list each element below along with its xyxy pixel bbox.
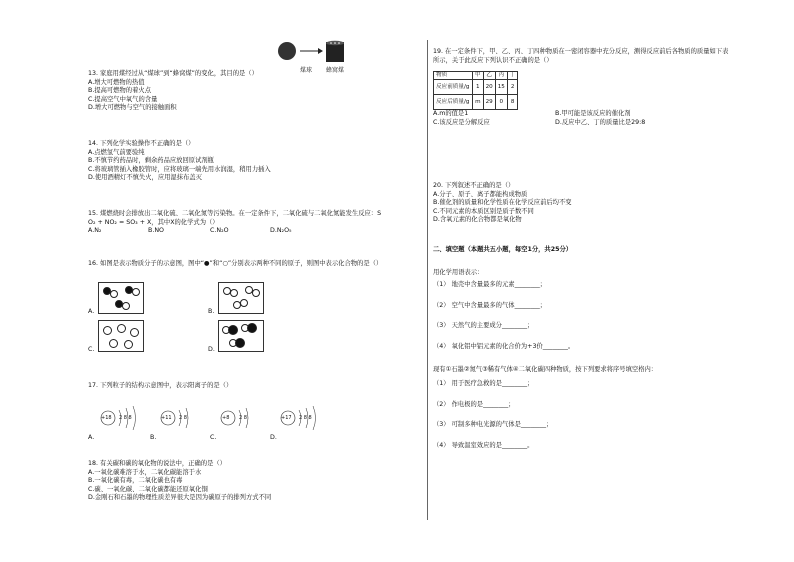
table-cell: 20: [483, 80, 495, 95]
option: D.N₂O₅: [270, 227, 292, 235]
option: C.不同元素的本质区别是质子数不同: [433, 207, 534, 215]
atom-diagram-b: [158, 404, 208, 436]
question-17: [88, 382, 418, 452]
question-stem: 19. 在一定条件下，甲、乙、丙、丁四种物质在一密闭容器中充分反应，测得反应前后各物质的质量如下表: [433, 48, 729, 55]
question-stem: 15. 煤燃烧时会排放出二氧化硫、二氧化氮等污染物。在一定条件下，二氧化硫与二氧化氮能发生反应：S: [88, 210, 382, 217]
blank-item: （3） 可制多种电光源的气体是________；: [433, 421, 553, 429]
question-stem: 18. 有关碳和碳的氧化物的说法中，正确的是（）: [88, 460, 226, 467]
option: B.甲可能是该反应的催化剂: [555, 110, 631, 118]
option: C.将玻璃管插入橡胶管时，应将玻璃一端先用水润湿，稍用力插入: [88, 165, 271, 173]
section-intro: 用化学用语表示：: [433, 268, 484, 276]
table-cell: 2: [507, 80, 518, 95]
blank-item: （2） 作电极的是________；: [433, 400, 515, 408]
option: C.碳、一氧化碳、二氧化碳都能还原氧化铜: [88, 485, 208, 493]
option-label: B.: [150, 434, 157, 441]
question-19: [433, 48, 728, 128]
briquette-label: 蜂窝煤: [326, 67, 345, 74]
blank-item: （1） 地壳中含量最多的元素________；: [433, 281, 547, 289]
question-20: [433, 182, 572, 225]
blank-item: （1） 用于医疗急救的是________；: [433, 380, 534, 388]
shell-electrons: 2 8: [239, 415, 247, 421]
option: B.催化剂的质量和化学性质在化学反应前后均不变: [433, 199, 572, 207]
mass-table: [433, 71, 518, 110]
question-stem: 13. 家庭用煤经过从“煤球”到“蜂窝煤”的变化，其目的是（）: [88, 70, 258, 77]
table-header: 物质: [434, 72, 473, 80]
option: A.增大可燃物的热值: [88, 78, 145, 86]
table-row: [434, 95, 518, 110]
shell-electrons: 2 8 8: [119, 415, 132, 421]
shell-electrons: 2 8: [179, 415, 187, 421]
option-label: C.: [88, 346, 95, 353]
question-16: [88, 260, 418, 360]
nucleus-charge: +17: [281, 415, 292, 421]
column-divider: [427, 40, 428, 520]
blank-item: （2） 空气中含量最多的气体________；: [433, 301, 547, 309]
table-row: [434, 80, 518, 95]
section-intro: 现有①石墨②氮气③稀有气体④二氧化碳四种物质，按下列要求将序号填空格内：: [433, 365, 658, 373]
option-label: D.: [270, 434, 277, 441]
question-stem: 20. 下列叙述不正确的是（）: [433, 182, 515, 189]
table-header: 丙: [495, 72, 507, 80]
nucleus-charge: +18: [101, 415, 112, 421]
nucleus-charge: +8: [222, 415, 230, 421]
table-header-row: [434, 72, 518, 80]
question-stem: 16. 如图是表示物质分子的示意图，图中“●”和“○”分别表示两种不同的原子，则图中表示化合物的是（）: [88, 260, 383, 267]
option: C.提高空气中氧气的含量: [88, 95, 158, 103]
atom-diagram-a: [98, 404, 148, 436]
table-cell: 0: [495, 95, 507, 110]
question-stem-cont: 所示，关于此反应下列认识不正确的是（）: [433, 56, 553, 64]
question-18: [88, 460, 271, 503]
option: B.NO: [148, 227, 164, 235]
question-15: [88, 210, 381, 236]
table-cell: 15: [495, 80, 507, 95]
option: C.N₂O: [210, 227, 229, 235]
option: D.使用酒精灯不慎失火，应用湿抹布盖灭: [88, 174, 202, 182]
option-label: D.: [208, 346, 215, 353]
option: B.一氧化碳有毒，二氧化碳也有毒: [88, 477, 183, 485]
table-cell: 反应后质量/g: [434, 95, 473, 110]
atom-diagram-c: [218, 404, 268, 436]
table-cell: 1: [473, 80, 484, 95]
table-cell: 8: [507, 95, 518, 110]
option: B.不慎节约药品时，剩余药品应放回原试剂瓶: [88, 157, 214, 165]
option: A.N₂: [88, 227, 102, 235]
table-cell: 反应前质量/g: [434, 80, 473, 95]
coal-figure: [278, 40, 408, 74]
fill-in-section: [433, 246, 657, 451]
option: A.一氧化碳难溶于水，二氧化碳能溶于水: [88, 468, 202, 476]
molecule-box-c: [98, 320, 144, 352]
section-title: 二、填空题（本题共五小题，每空1分，共25分）: [433, 246, 573, 253]
shell-electrons: 2 8 8: [299, 415, 312, 421]
option: A.点燃氢气前要验纯: [88, 148, 145, 156]
question-13: [88, 70, 258, 113]
option: D.金刚石和石墨的物理性质差异很大是因为碳原子的排列方式不同: [88, 494, 272, 502]
question-stem: 14. 下列化学实验操作不正确的是（）: [88, 140, 195, 147]
molecule-box-d: [218, 320, 264, 352]
option-label: B.: [208, 308, 215, 315]
table-header: 乙: [483, 72, 495, 80]
option-label: C.: [210, 434, 217, 441]
option: C.该反应是分解反应: [433, 119, 490, 127]
option-label: A.: [88, 434, 95, 441]
question-14: [88, 140, 271, 183]
blank-item: （4） 导致温室效应的是________。: [433, 441, 534, 449]
table-cell: 29: [483, 95, 495, 110]
option: A.m的值是1: [433, 110, 469, 118]
table-header: 丁: [507, 72, 518, 80]
blank-item: （4） 氧化铝中铝元素的化合价为+3价________。: [433, 342, 575, 350]
molecule-box-b: [218, 282, 264, 314]
table-header: 甲: [473, 72, 484, 80]
coal-to-briquette-illustration: [278, 40, 408, 68]
table-cell: m: [473, 95, 484, 110]
question-stem-cont: O₂ + NO₂ = SO₃ + X，其中X的化学式为（）: [88, 218, 219, 226]
nucleus-charge: +11: [161, 415, 172, 421]
option: A.分子、原子、离子都能构成物质: [433, 190, 528, 198]
option: B.提高可燃物的着火点: [88, 87, 151, 95]
blank-item: （3） 天然气的主要成分________；: [433, 322, 534, 330]
atom-diagram-d: [278, 404, 328, 436]
option: D.增大可燃物与空气的接触面积: [88, 104, 177, 112]
coal-ball-label: 煤球: [300, 67, 313, 74]
question-stem: 17. 下列粒子的结构示意图中，表示阳离子的是（）: [88, 382, 233, 389]
option: D.含氧元素的化合物都是氧化物: [433, 216, 522, 224]
option-label: A.: [88, 308, 95, 315]
molecule-box-a: [98, 282, 144, 314]
option: D.反应中乙、丁的质量比是29:8: [555, 119, 646, 127]
